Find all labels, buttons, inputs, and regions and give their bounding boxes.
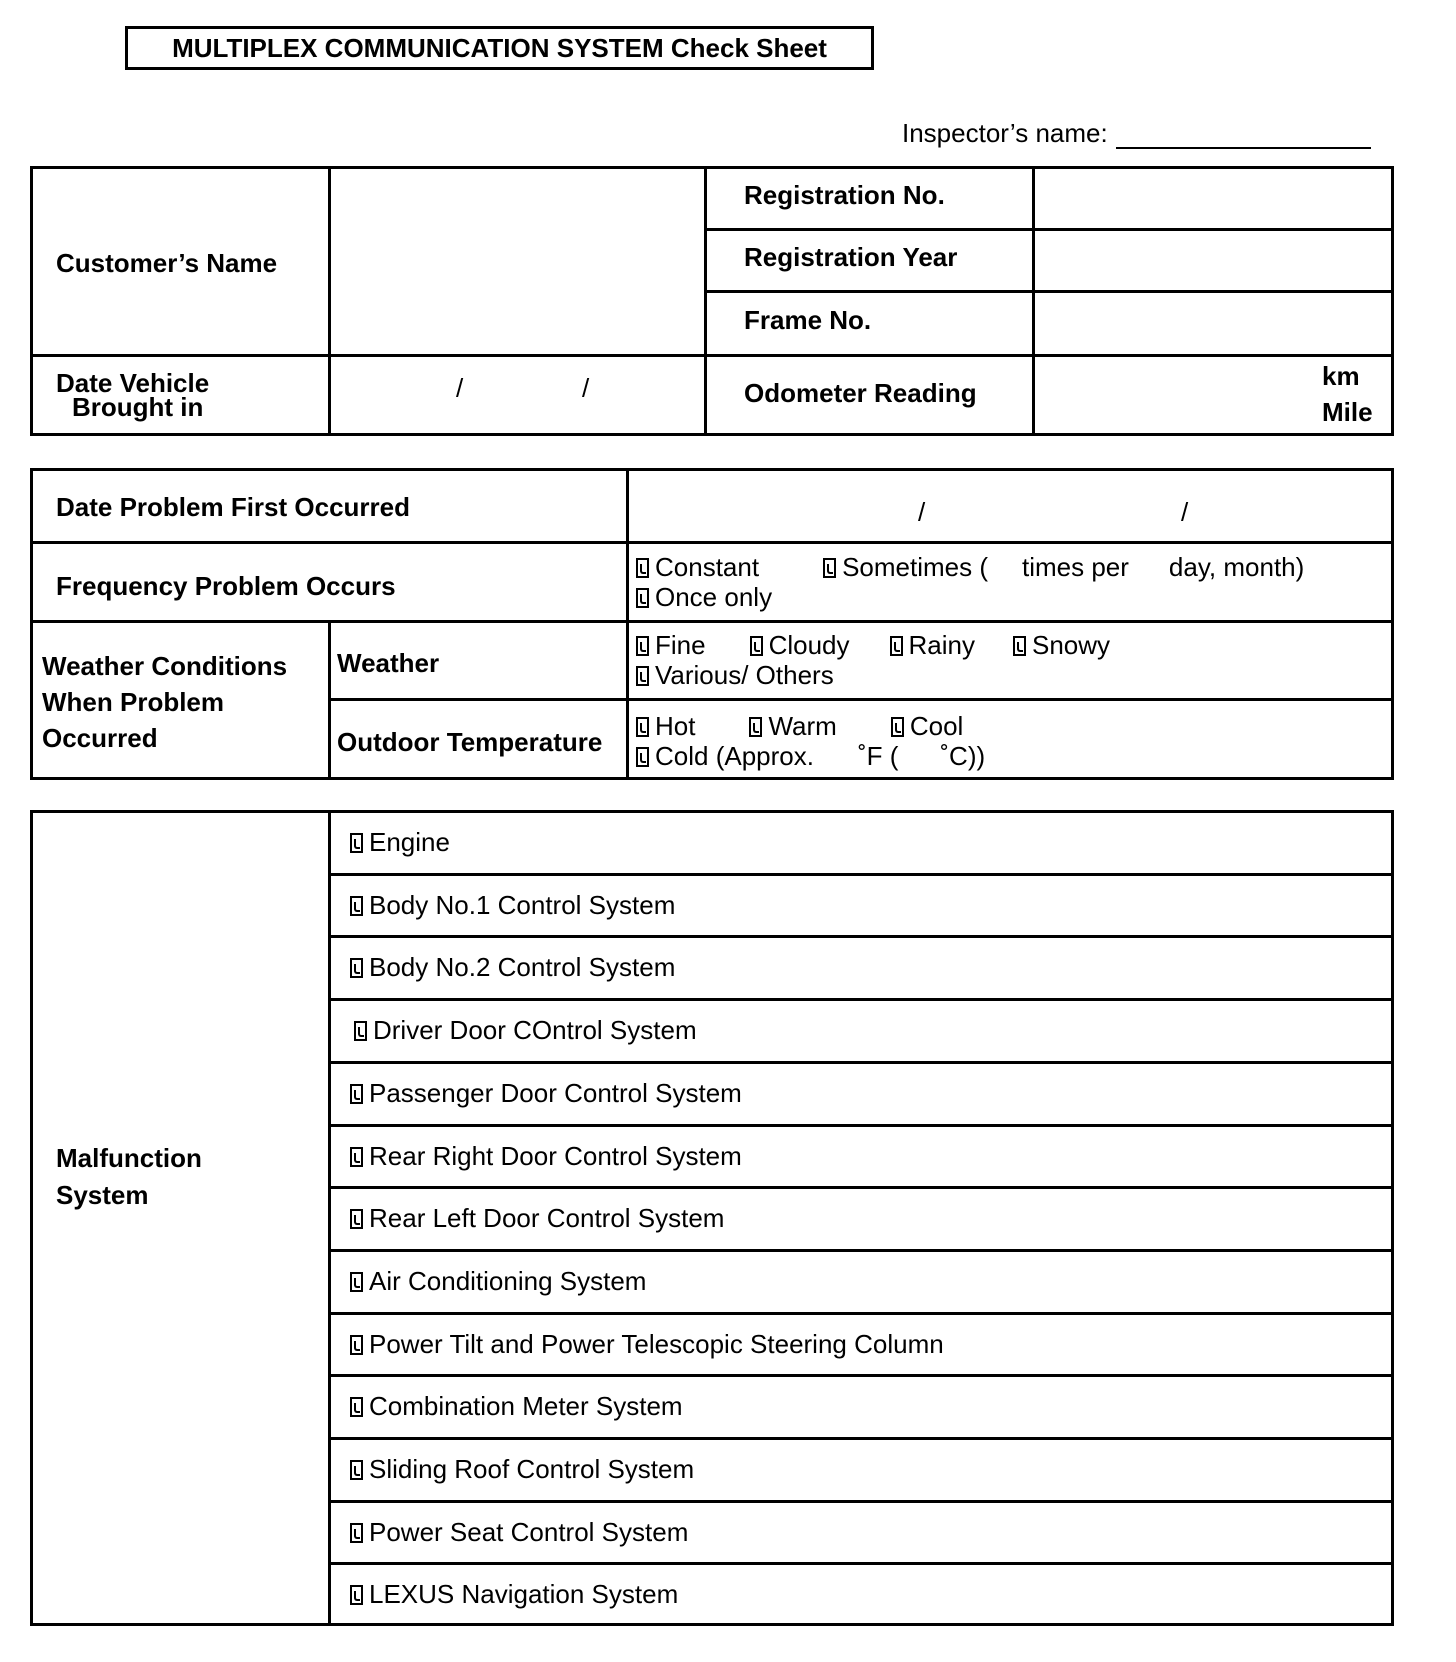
- malfunction-system-option[interactable]: [350, 1141, 742, 1171]
- divider: [328, 1124, 1394, 1127]
- checkbox-icon[interactable]: [350, 1147, 363, 1167]
- page-title: MULTIPLEX COMMUNICATION SYSTEM Check Sheet: [125, 26, 874, 70]
- malfunction-system-option[interactable]: [350, 1391, 683, 1421]
- registration-year-field[interactable]: [1035, 231, 1391, 290]
- divider: [328, 1500, 1394, 1503]
- divider: [328, 935, 1394, 938]
- weather-conditions-label: [42, 648, 287, 756]
- weather-row-1: [636, 630, 1110, 660]
- malfunction-system-option[interactable]: [350, 1203, 724, 1233]
- checkbox-icon[interactable]: [350, 896, 363, 916]
- malfunction-system-option[interactable]: [354, 1015, 697, 1045]
- divider: [328, 1562, 1394, 1565]
- malfunction-system-label: Sliding Roof Control System: [369, 1454, 695, 1484]
- malfunction-system-label: Body No.2 Control System: [369, 952, 676, 982]
- inspector-label: Inspector’s name:: [902, 118, 1108, 148]
- date-vehicle-label-line2: Brought in: [72, 392, 204, 422]
- checkbox-icon[interactable]: [636, 666, 649, 686]
- checkbox-icon[interactable]: [636, 747, 649, 767]
- checkbox-icon[interactable]: [749, 717, 762, 737]
- date-separator: /: [918, 497, 926, 527]
- frequency-label: Frequency Problem Occurs: [56, 571, 396, 601]
- checkbox-icon[interactable]: [350, 1585, 363, 1605]
- checkbox-icon[interactable]: [350, 1209, 363, 1229]
- malfunction-system-label: Engine: [369, 827, 450, 857]
- temperature-cold-option[interactable]: Cold (Approx.: [636, 741, 814, 771]
- weather-row-2: [636, 660, 834, 690]
- checkbox-icon[interactable]: [350, 1460, 363, 1480]
- divider: [328, 998, 1394, 1001]
- customer-name-label: Customer’s Name: [56, 248, 278, 278]
- malfunction-system-label: Rear Left Door Control System: [369, 1203, 725, 1233]
- customer-name-field[interactable]: [331, 169, 704, 354]
- malfunction-label-line1: Malfunction: [56, 1143, 202, 1173]
- malfunction-system-option[interactable]: [350, 1579, 678, 1609]
- malfunction-system-label: LEXUS Navigation System: [369, 1579, 679, 1609]
- malfunction-system-label: Rear Right Door Control System: [369, 1141, 742, 1171]
- malfunction-system-label: Power Seat Control System: [369, 1517, 689, 1547]
- inspector-name-field[interactable]: [902, 118, 1371, 149]
- malfunction-system-option[interactable]: [350, 1078, 742, 1108]
- divider: [328, 1374, 1394, 1377]
- frame-no-field[interactable]: [1035, 293, 1391, 354]
- unit-mile: Mile: [1322, 397, 1373, 427]
- day-month-label: day, month): [1168, 552, 1305, 582]
- checkbox-icon[interactable]: [350, 958, 363, 978]
- divider: [328, 1061, 1394, 1064]
- times-per-label: times per: [1022, 552, 1129, 582]
- checkbox-icon[interactable]: [350, 1523, 363, 1543]
- inspector-name-line[interactable]: [1116, 121, 1371, 149]
- divider: [328, 1186, 1394, 1189]
- outdoor-temperature-label: Outdoor Temperature: [337, 727, 603, 757]
- malfunction-system-label: Body No.1 Control System: [369, 890, 676, 920]
- divider: [328, 1312, 1394, 1315]
- divider: [704, 166, 707, 436]
- degree-f-label: ˚F (: [857, 741, 899, 771]
- date-first-occurred-field[interactable]: [629, 471, 1394, 541]
- checkbox-icon[interactable]: [350, 1084, 363, 1104]
- frequency-row-2: [636, 582, 772, 612]
- weather-conditions-line2: When Problem: [42, 687, 225, 717]
- divider: [30, 620, 1394, 623]
- checkbox-icon[interactable]: [636, 558, 649, 578]
- registration-no-label: Registration No.: [744, 180, 945, 210]
- temperature-row-2: [636, 741, 985, 771]
- malfunction-system-option[interactable]: [350, 952, 675, 982]
- temperature-warm-option[interactable]: Warm: [749, 711, 836, 741]
- odometer-label: Odometer Reading: [744, 378, 977, 408]
- frequency-row-1: [636, 552, 1304, 582]
- date-vehicle-field[interactable]: [331, 357, 704, 433]
- weather-snowy-option[interactable]: Snowy: [1013, 630, 1110, 660]
- weather-conditions-line3: Occurred: [42, 723, 158, 753]
- checkbox-icon[interactable]: [1013, 636, 1026, 656]
- checkbox-icon[interactable]: [890, 636, 903, 656]
- degree-c-label: ˚C)): [940, 741, 986, 771]
- temperature-hot-option[interactable]: Hot: [636, 711, 695, 741]
- checkbox-icon[interactable]: [350, 1272, 363, 1292]
- frame-no-label: Frame No.: [744, 305, 872, 335]
- weather-conditions-line1: Weather Conditions: [42, 651, 288, 681]
- checkbox-icon[interactable]: [354, 1021, 367, 1041]
- odometer-field[interactable]: [1035, 357, 1391, 433]
- date-vehicle-label-line1: Date Vehicle: [56, 368, 210, 398]
- malfunction-system-option[interactable]: [350, 1329, 944, 1359]
- checkbox-icon[interactable]: [823, 558, 836, 578]
- malfunction-system-label: [56, 1140, 202, 1214]
- divider: [30, 541, 1394, 544]
- date-first-occurred-label: Date Problem First Occurred: [56, 492, 410, 522]
- divider: [328, 1437, 1394, 1440]
- malfunction-system-label: Air Conditioning System: [369, 1266, 647, 1296]
- malfunction-system-option[interactable]: [350, 890, 675, 920]
- checkbox-icon[interactable]: [891, 717, 904, 737]
- malfunction-system-label: Driver Door COntrol System: [373, 1015, 697, 1045]
- unit-km: km: [1322, 361, 1360, 391]
- checkbox-icon[interactable]: [350, 1335, 363, 1355]
- date-separator: /: [456, 373, 464, 403]
- divider: [328, 810, 331, 1626]
- frequency-constant-option[interactable]: Constant: [636, 552, 759, 582]
- checkbox-icon[interactable]: [350, 833, 363, 853]
- malfunction-system-option[interactable]: [350, 1266, 646, 1296]
- malfunction-system-option[interactable]: [350, 1454, 694, 1484]
- temperature-row-1: [636, 711, 963, 741]
- checkbox-icon[interactable]: [636, 636, 649, 656]
- checkbox-icon[interactable]: [750, 636, 763, 656]
- checkbox-icon[interactable]: [636, 588, 649, 608]
- weather-cloudy-option[interactable]: Cloudy: [750, 630, 850, 660]
- weather-label: Weather: [337, 648, 440, 678]
- divider: [328, 1249, 1394, 1252]
- checkbox-icon[interactable]: [350, 1397, 363, 1417]
- divider: [328, 698, 1394, 701]
- temperature-cool-option[interactable]: Cool: [891, 711, 963, 741]
- date-separator: /: [1181, 497, 1189, 527]
- malfunction-system-option[interactable]: [350, 827, 450, 857]
- weather-rainy-option[interactable]: Rainy: [890, 630, 975, 660]
- divider: [328, 873, 1394, 876]
- frequency-once-option[interactable]: Once only: [636, 582, 772, 612]
- registration-no-field[interactable]: [1035, 169, 1391, 228]
- date-separator: /: [582, 373, 590, 403]
- frequency-sometimes-option[interactable]: Sometimes (: [823, 552, 988, 582]
- malfunction-system-label: Passenger Door Control System: [369, 1078, 742, 1108]
- checkbox-icon[interactable]: [636, 717, 649, 737]
- malfunction-system-option[interactable]: [350, 1517, 688, 1547]
- malfunction-system-label: Power Tilt and Power Telescopic Steering Column: [369, 1329, 944, 1359]
- weather-fine-option[interactable]: Fine: [636, 630, 706, 660]
- registration-year-label: Registration Year: [744, 242, 958, 272]
- date-vehicle-label: [56, 368, 209, 422]
- malfunction-label-line2: System: [56, 1180, 149, 1210]
- malfunction-system-label: Combination Meter System: [369, 1391, 683, 1421]
- weather-various-option[interactable]: Various/ Others: [636, 660, 834, 690]
